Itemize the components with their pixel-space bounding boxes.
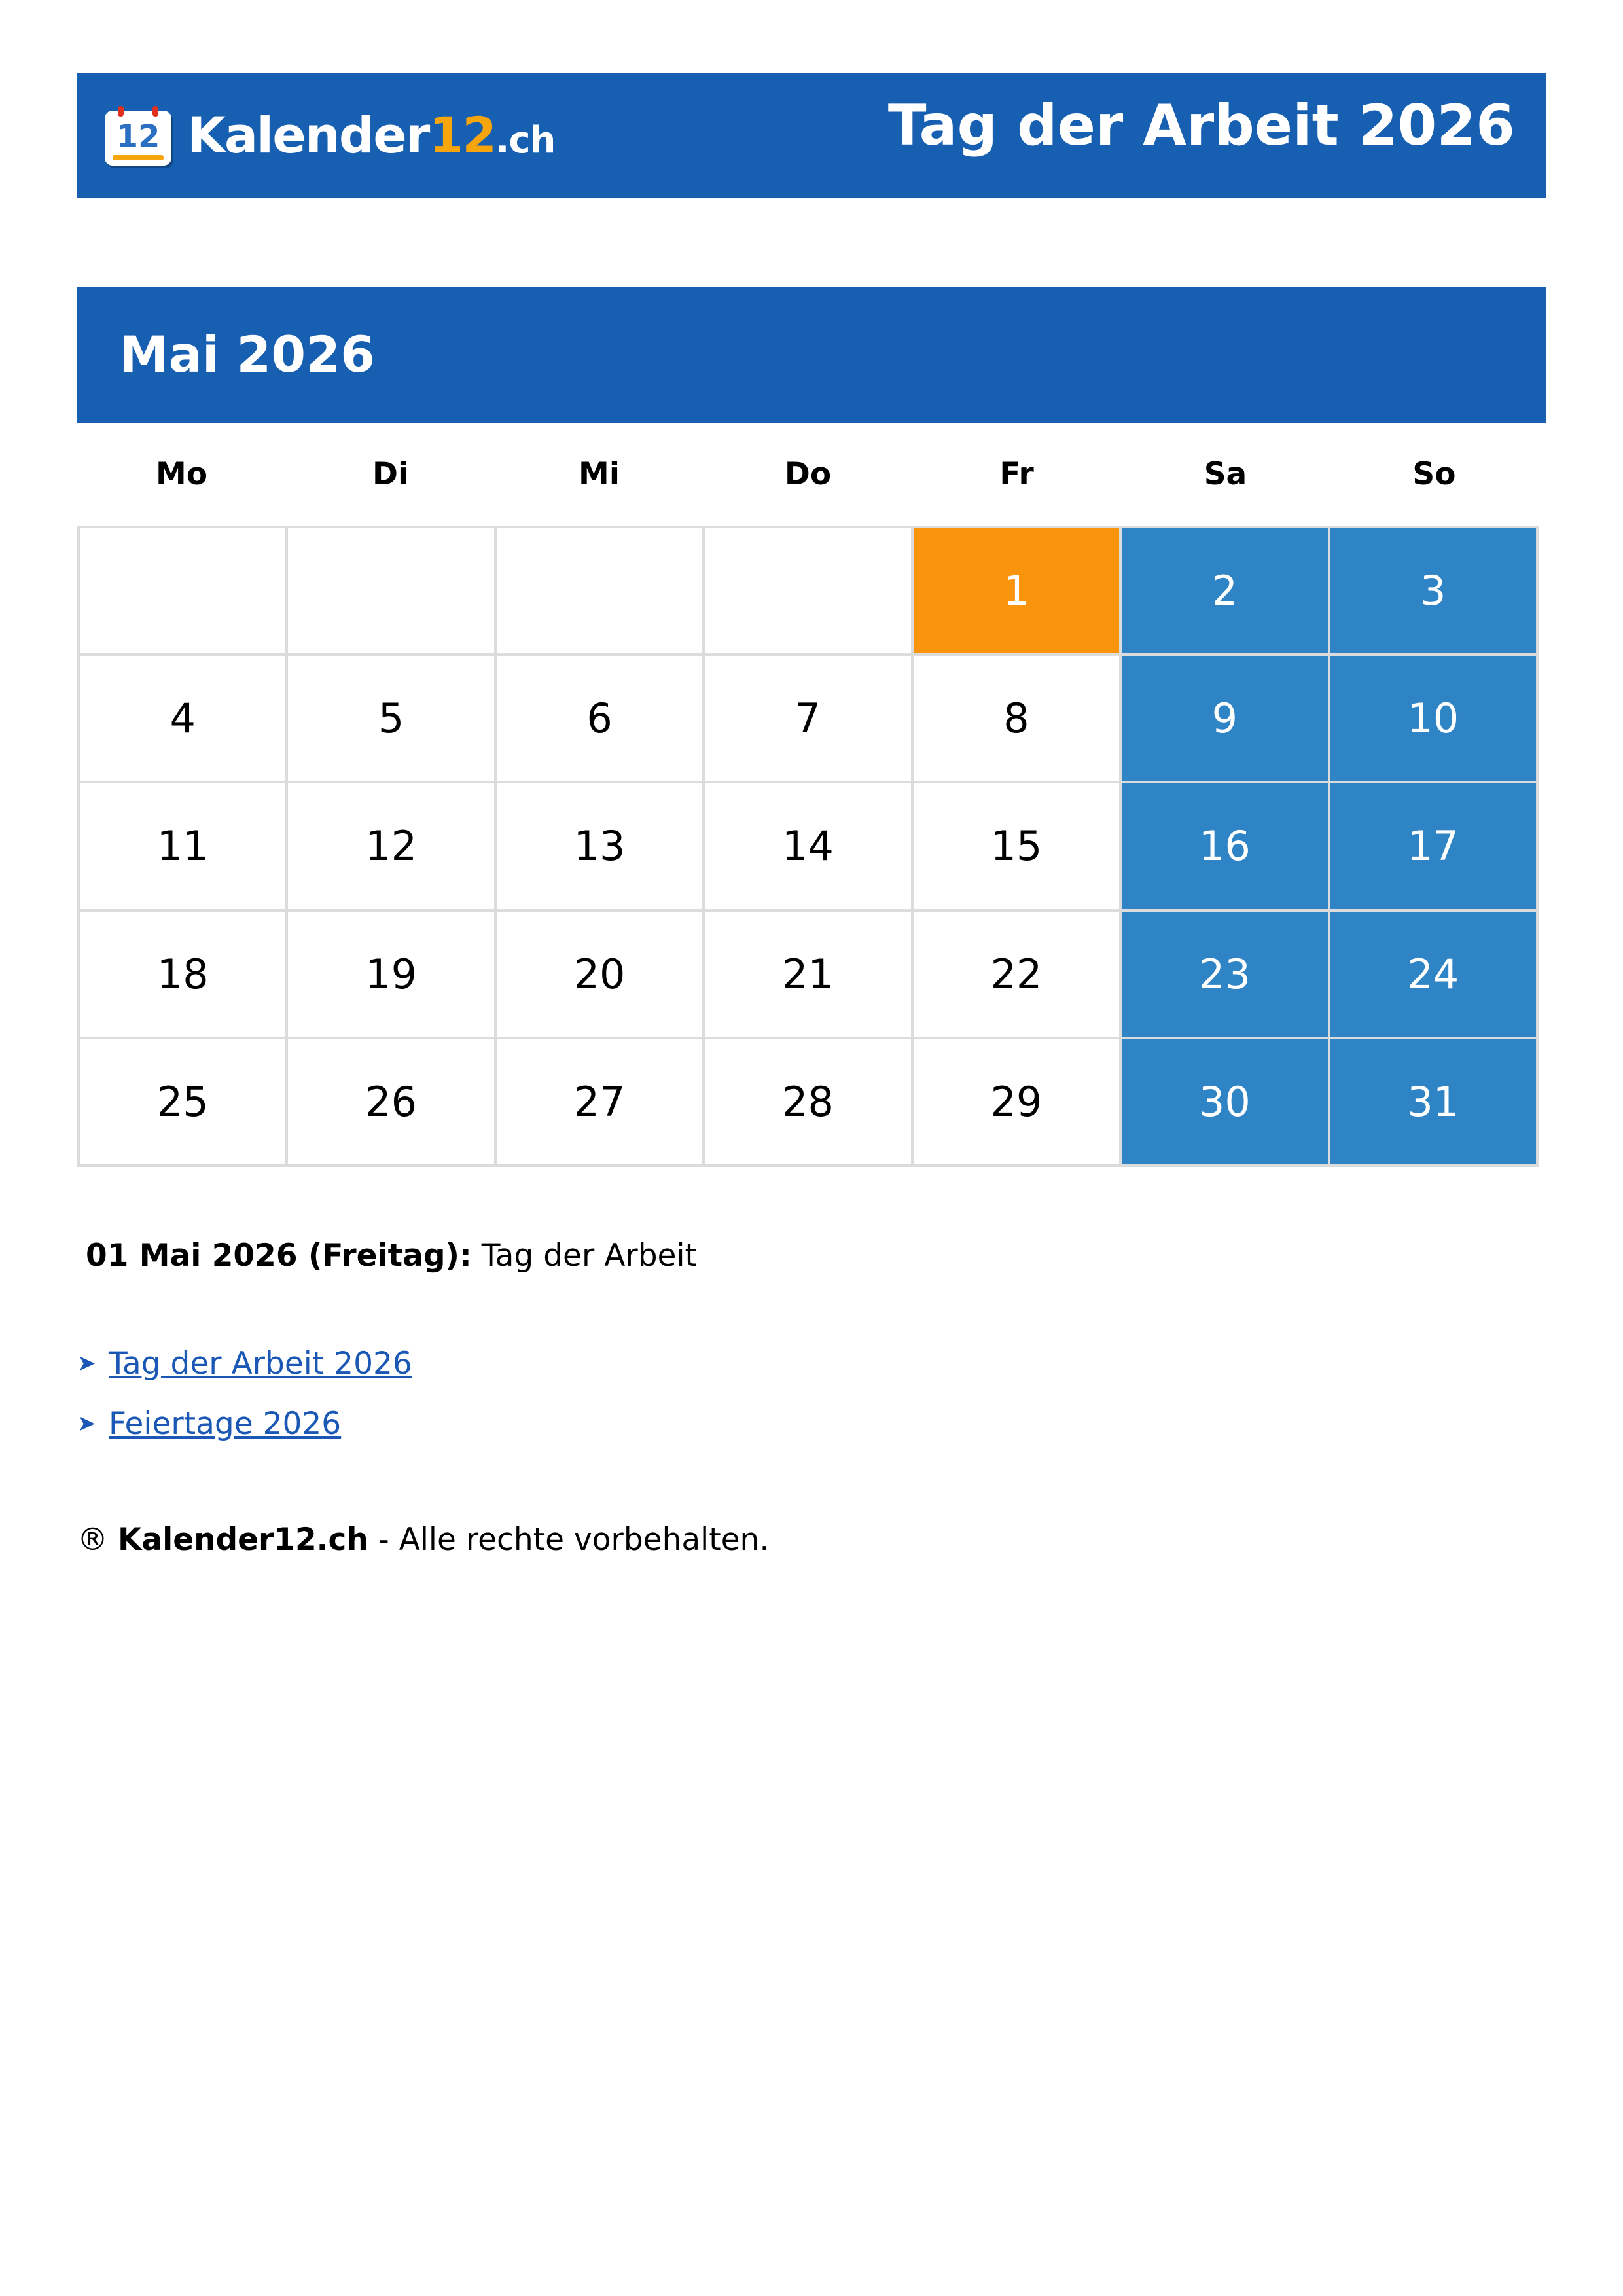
header-banner xyxy=(77,73,1546,198)
day-cell: 8 xyxy=(914,656,1122,783)
weekday-label: Di xyxy=(372,456,409,492)
weekday-header xyxy=(77,445,1539,504)
registered-icon: ® xyxy=(77,1522,108,1558)
day-cell xyxy=(705,528,913,656)
logo-text-main: Kalender xyxy=(187,106,429,164)
day-cell: 13 xyxy=(497,783,705,911)
day-cell: 15 xyxy=(914,783,1122,911)
day-cell: 20 xyxy=(497,912,705,1039)
arrow-right-icon: ➤ xyxy=(77,1350,96,1376)
calendar-grid xyxy=(77,526,1539,1167)
day-cell: 19 xyxy=(288,912,496,1039)
logo-text-accent: 12 xyxy=(429,106,496,164)
day-cell-weekend: 3 xyxy=(1330,528,1539,656)
footer-brand: Kalender12.ch xyxy=(117,1522,368,1558)
weekday-label: Sa xyxy=(1204,456,1247,492)
day-cell: 27 xyxy=(497,1039,705,1167)
site-logo[interactable] xyxy=(105,107,555,169)
calendar-ring-left xyxy=(118,106,124,117)
weekday-label: So xyxy=(1412,456,1456,492)
month-banner xyxy=(77,287,1546,423)
day-cell-weekend: 31 xyxy=(1330,1039,1539,1167)
logo-text-tld: .ch xyxy=(495,119,556,162)
day-cell: 14 xyxy=(705,783,913,911)
holiday-date: 01 Mai 2026 (Freitag): xyxy=(86,1238,472,1274)
logo-wordmark xyxy=(187,104,555,171)
day-cell: 4 xyxy=(80,656,288,783)
month-title: Mai 2026 xyxy=(119,325,375,384)
logo-icon-number: 12 xyxy=(116,118,160,155)
day-cell-weekend: 17 xyxy=(1330,783,1539,911)
day-cell: 12 xyxy=(288,783,496,911)
day-cell-weekend: 23 xyxy=(1122,912,1330,1039)
day-cell xyxy=(497,528,705,656)
link-row xyxy=(77,1393,412,1454)
link-tag-der-arbeit[interactable]: Tag der Arbeit 2026 xyxy=(109,1345,412,1382)
weekday-label: Do xyxy=(784,456,832,492)
day-cell: 18 xyxy=(80,912,288,1039)
holiday-name: Tag der Arbeit xyxy=(481,1238,697,1274)
holiday-note xyxy=(86,1232,697,1280)
calendar-ring-right xyxy=(152,106,158,117)
calendar-bar xyxy=(113,155,164,160)
weekday-label: Fr xyxy=(999,456,1034,492)
footer-text: - Alle rechte vorbehalten. xyxy=(378,1522,770,1558)
day-cell-weekend: 24 xyxy=(1330,912,1539,1039)
day-cell-weekend: 16 xyxy=(1122,783,1330,911)
footer-copyright xyxy=(77,1516,769,1564)
day-cell xyxy=(288,528,496,656)
day-cell-weekend: 9 xyxy=(1122,656,1330,783)
day-cell: 21 xyxy=(705,912,913,1039)
day-cell-weekend: 2 xyxy=(1122,528,1330,656)
day-cell-holiday: 1 xyxy=(914,528,1122,656)
day-cell-weekend: 10 xyxy=(1330,656,1539,783)
day-cell: 11 xyxy=(80,783,288,911)
day-cell-weekend: 30 xyxy=(1122,1039,1330,1167)
related-links xyxy=(77,1333,412,1454)
day-cell: 6 xyxy=(497,656,705,783)
weekday-label: Mi xyxy=(579,456,620,492)
arrow-right-icon: ➤ xyxy=(77,1410,96,1437)
link-feiertage[interactable]: Feiertage 2026 xyxy=(109,1405,342,1442)
day-cell: 5 xyxy=(288,656,496,783)
day-cell: 25 xyxy=(80,1039,288,1167)
day-cell xyxy=(80,528,288,656)
day-cell: 29 xyxy=(914,1039,1122,1167)
link-row xyxy=(77,1333,412,1393)
day-cell: 22 xyxy=(914,912,1122,1039)
weekday-label: Mo xyxy=(155,456,208,492)
page-title: Tag der Arbeit 2026 xyxy=(887,93,1515,158)
day-cell: 7 xyxy=(705,656,913,783)
calendar-icon xyxy=(105,111,171,166)
day-cell: 28 xyxy=(705,1039,913,1167)
day-cell: 26 xyxy=(288,1039,496,1167)
